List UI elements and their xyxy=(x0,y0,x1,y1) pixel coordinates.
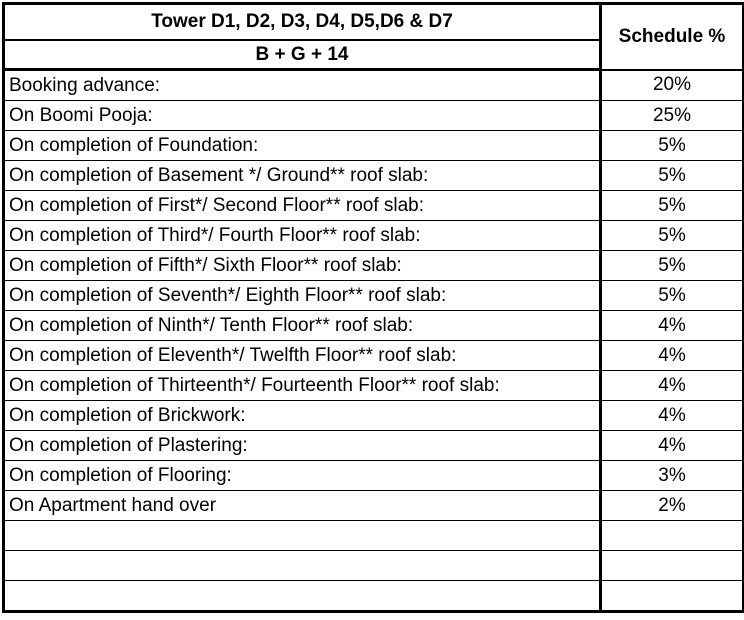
stage-label: On completion of Brickwork: xyxy=(4,401,601,431)
table-row xyxy=(4,221,744,251)
stage-label xyxy=(4,521,601,551)
stage-percent: 4% xyxy=(601,341,744,371)
stage-percent: 4% xyxy=(601,401,744,431)
table-row xyxy=(4,491,744,521)
table-row xyxy=(4,581,744,612)
stage-label: On completion of Ninth*/ Tenth Floor** roof slab: xyxy=(4,311,601,341)
floor-config-subtitle: B + G + 14 xyxy=(4,40,601,70)
table-row xyxy=(4,431,744,461)
stage-percent: 4% xyxy=(601,371,744,401)
table-row xyxy=(4,311,744,341)
stage-percent: 5% xyxy=(601,251,744,281)
stage-label: On Boomi Pooja: xyxy=(4,101,601,131)
tower-title: Tower D1, D2, D3, D4, D5,D6 & D7 xyxy=(4,4,601,41)
stage-label: On completion of Seventh*/ Eighth Floor** roof slab: xyxy=(4,281,601,311)
table-row xyxy=(4,101,744,131)
table-row xyxy=(4,401,744,431)
stage-label: Booking advance: xyxy=(4,70,601,101)
stage-label: On completion of Flooring: xyxy=(4,461,601,491)
stage-percent: 5% xyxy=(601,131,744,161)
table-row xyxy=(4,161,744,191)
table-row xyxy=(4,251,744,281)
stage-label xyxy=(4,551,601,581)
table-row xyxy=(4,131,744,161)
stage-label: On completion of Thirteenth*/ Fourteenth Floor** roof slab: xyxy=(4,371,601,401)
table-row xyxy=(4,371,744,401)
table-row xyxy=(4,191,744,221)
stage-label xyxy=(4,581,601,612)
stage-percent: 2% xyxy=(601,491,744,521)
table-row xyxy=(4,341,744,371)
stage-percent: 20% xyxy=(601,70,744,101)
schedule-percent-header: Schedule % xyxy=(601,4,744,70)
table-row xyxy=(4,281,744,311)
stage-percent: 5% xyxy=(601,191,744,221)
stage-percent: 4% xyxy=(601,431,744,461)
stage-label: On completion of Fifth*/ Sixth Floor** roof slab: xyxy=(4,251,601,281)
stage-label: On completion of Plastering: xyxy=(4,431,601,461)
stage-percent: 25% xyxy=(601,101,744,131)
stage-percent: 3% xyxy=(601,461,744,491)
stage-percent: 5% xyxy=(601,161,744,191)
stage-percent xyxy=(601,551,744,581)
payment-schedule-table xyxy=(2,2,744,613)
stage-percent xyxy=(601,581,744,612)
stage-percent: 5% xyxy=(601,281,744,311)
table-row xyxy=(4,70,744,101)
stage-percent: 4% xyxy=(601,311,744,341)
stage-label: On completion of Basement */ Ground** roof slab: xyxy=(4,161,601,191)
stage-percent xyxy=(601,521,744,551)
stage-label: On completion of Foundation: xyxy=(4,131,601,161)
stage-label: On Apartment hand over xyxy=(4,491,601,521)
stage-label: On completion of Eleventh*/ Twelfth Floor** roof slab: xyxy=(4,341,601,371)
table-row xyxy=(4,551,744,581)
stage-label: On completion of Third*/ Fourth Floor** roof slab: xyxy=(4,221,601,251)
table-row xyxy=(4,521,744,551)
stage-label: On completion of First*/ Second Floor** roof slab: xyxy=(4,191,601,221)
table-row xyxy=(4,461,744,491)
header-row xyxy=(4,4,744,41)
stage-percent: 5% xyxy=(601,221,744,251)
